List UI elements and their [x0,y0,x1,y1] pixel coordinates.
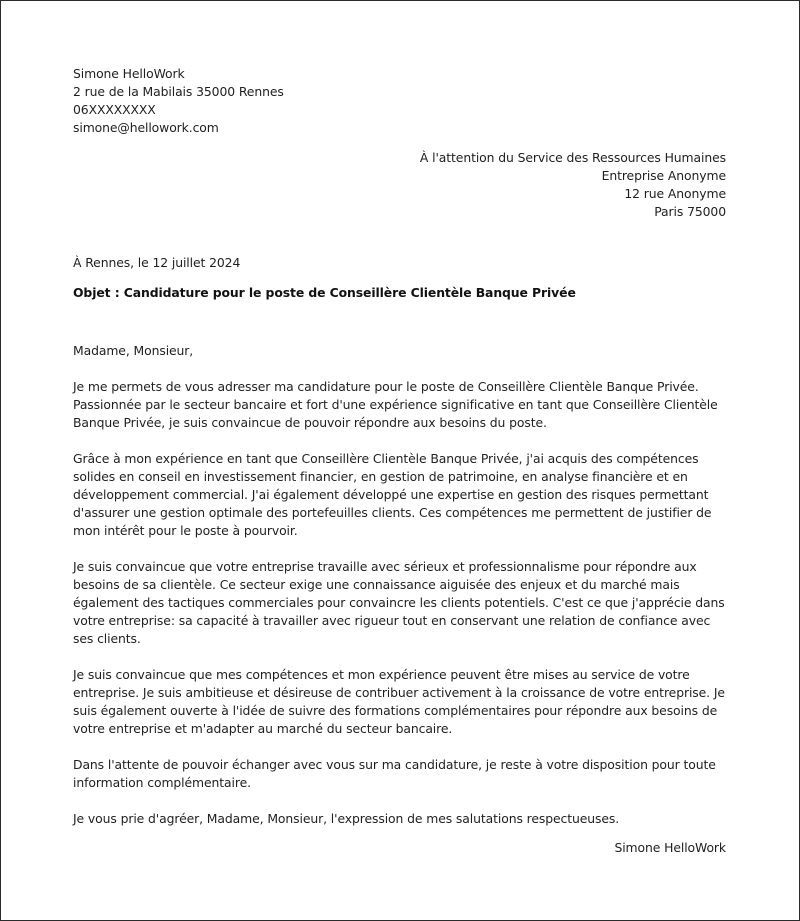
recipient-attention: À l'attention du Service des Ressources Humaines [419,150,726,165]
letter-date: À Rennes, le 12 juillet 2024 [73,255,241,270]
letter-subject: Objet : Candidature pour le poste de Conseillère Clientèle Banque Privée [73,285,576,300]
recipient-city: Paris 75000 [654,204,726,219]
recipient-block [420,149,726,221]
signature: Simone HelloWork [614,840,726,855]
sender-address: 2 rue de la Mabilais 35000 Rennes [73,84,284,99]
closing-paragraph: Je vous prie d'agréer, Madame, Monsieur, l'expression de mes salutations respectueuses. [73,811,620,826]
recipient-company: Entreprise Anonyme [601,168,726,183]
body-paragraph-1: Je me permets de vous adresser ma candidature pour le poste de Conseillère Clientèle Banque Privée. Passionnée par le secteur bancaire et fort d'une expérience significative en tant que Conseillère Clientèle Banque Privée, je suis convaincue de pouvoir répondre aux besoins du poste. [73,379,718,430]
body-paragraph-3: Je suis convaincue que votre entreprise travaille avec sérieux et professionnalisme pour répondre aux besoins de sa clientèle. Ce secteur exige une connaissance aiguisée des enjeux et du marché mais également des tactiques commerciales pour convaincre les clients potentiels. C'est ce que j'apprécie dans votre entreprise: sa capacité à travailler avec rigueur tout en conservant une relation de confiance avec ses clients. [73,559,725,646]
sender-block [73,65,284,137]
sender-phone: 06XXXXXXXX [73,102,156,117]
greeting: Madame, Monsieur, [73,343,194,358]
body-paragraph-5: Dans l'attente de pouvoir échanger avec vous sur ma candidature, je reste à votre disposition pour toute information complémentaire. [73,757,716,790]
body-paragraph-4: Je suis convaincue que mes compétences et mon expérience peuvent être mises au service de votre entreprise. Je suis ambitieuse et désireuse de contribuer activement à la croissance de votre entreprise. Je suis également ouverte à l'idée de suivre des formations complémentaires pour répondre aux besoins de votre entreprise et m'adapter au marché du secteur bancaire. [73,667,725,736]
body-paragraph-2: Grâce à mon expérience en tant que Conseillère Clientèle Banque Privée, j'ai acquis des compétences solides en conseil en investissement financier, en gestion de patrimoine, en analyse financière et en développement commercial. J'ai également développé une expertise en gestion des risques permettant d'assurer une gestion optimale des portefeuilles clients. Ces compétences me permettent de justifier de mon intérêt pour le poste à pourvoir. [73,451,712,538]
letter-body [73,342,733,846]
recipient-street: 12 rue Anonyme [624,186,726,201]
sender-email: simone@hellowork.com [73,120,219,135]
sender-name: Simone HelloWork [73,66,185,81]
